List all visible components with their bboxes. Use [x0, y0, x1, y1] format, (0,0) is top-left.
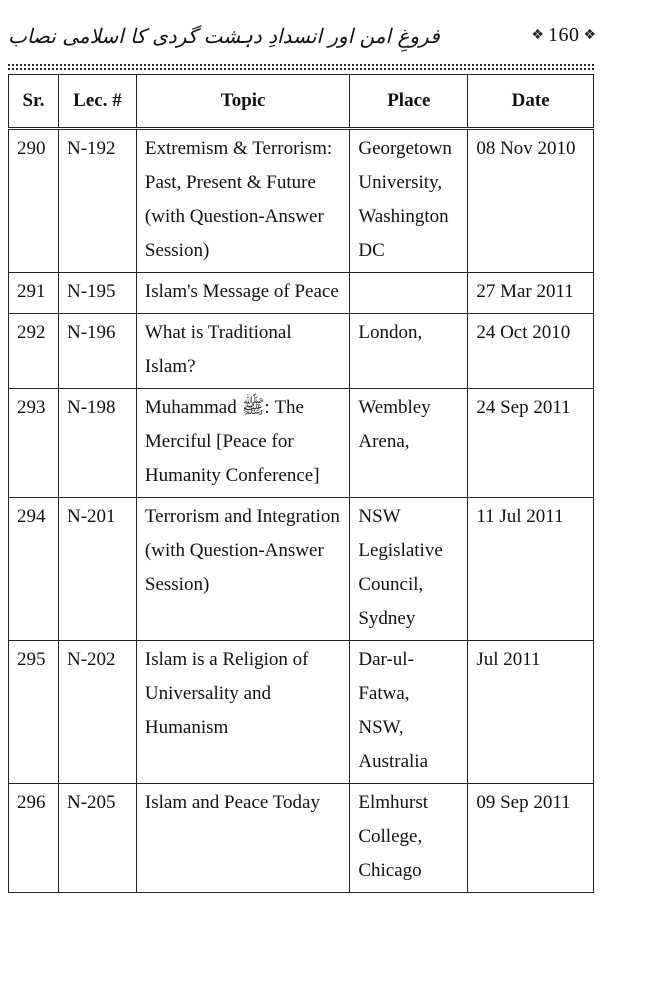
page-number-block — [531, 24, 596, 47]
table-row — [9, 314, 594, 389]
ornament-left-icon: ❖ — [531, 28, 544, 43]
cell-date: 24 Oct 2010 — [468, 314, 594, 389]
page-number: 160 — [547, 24, 580, 46]
column-header-place: Place — [350, 75, 468, 129]
cell-place — [350, 273, 468, 314]
page-header — [6, 18, 596, 62]
cell-lecture-number: N-198 — [58, 389, 136, 498]
table-header-row — [9, 75, 594, 129]
cell-date: Jul 2011 — [468, 641, 594, 784]
column-header-lecture-number: Lec. # — [58, 75, 136, 129]
cell-topic: Extremism & Terrorism: Past, Present & Future (with Question-Answer Session) — [136, 129, 349, 273]
cell-date: 27 Mar 2011 — [468, 273, 594, 314]
column-header-topic: Topic — [136, 75, 349, 129]
cell-place: Georgetown University, Washington DC — [350, 129, 468, 273]
cell-sr: 290 — [9, 129, 59, 273]
cell-topic: Islam and Peace Today — [136, 784, 349, 893]
cell-date: 24 Sep 2011 — [468, 389, 594, 498]
cell-sr: 291 — [9, 273, 59, 314]
cell-topic: Muhammad ﷺ: The Merciful [Peace for Humanity Conference] — [136, 389, 349, 498]
cell-topic: What is Traditional Islam? — [136, 314, 349, 389]
cell-lecture-number: N-201 — [58, 498, 136, 641]
column-header-sr: Sr. — [9, 75, 59, 129]
cell-sr: 295 — [9, 641, 59, 784]
cell-date: 09 Sep 2011 — [468, 784, 594, 893]
cell-sr: 296 — [9, 784, 59, 893]
cell-lecture-number: N-195 — [58, 273, 136, 314]
table-row — [9, 273, 594, 314]
cell-lecture-number: N-196 — [58, 314, 136, 389]
book-title: فروغِ امن اور انسدادِ دہشت گردی کا اسلامی نصاب — [8, 24, 440, 48]
cell-sr: 292 — [9, 314, 59, 389]
header-divider-secondary — [8, 68, 594, 70]
lectures-table — [8, 74, 594, 893]
cell-lecture-number: N-205 — [58, 784, 136, 893]
ornament-right-icon: ❖ — [583, 28, 596, 43]
cell-sr: 293 — [9, 389, 59, 498]
cell-place: Wembley Arena, — [350, 389, 468, 498]
cell-sr: 294 — [9, 498, 59, 641]
cell-lecture-number: N-192 — [58, 129, 136, 273]
table-row — [9, 498, 594, 641]
cell-topic: Islam is a Religion of Universality and Humanism — [136, 641, 349, 784]
cell-topic: Terrorism and Integration (with Question-Answer Session) — [136, 498, 349, 641]
table-row — [9, 389, 594, 498]
column-header-date: Date — [468, 75, 594, 129]
cell-date: 08 Nov 2010 — [468, 129, 594, 273]
header-divider — [8, 64, 594, 66]
cell-date: 11 Jul 2011 — [468, 498, 594, 641]
cell-place: NSW Legislative Council, Sydney — [350, 498, 468, 641]
cell-place: Elmhurst College, Chicago — [350, 784, 468, 893]
cell-topic: Islam's Message of Peace — [136, 273, 349, 314]
cell-place: Dar-ul-Fatwa, NSW, Australia — [350, 641, 468, 784]
table-row — [9, 784, 594, 893]
table-row — [9, 129, 594, 273]
cell-lecture-number: N-202 — [58, 641, 136, 784]
cell-place: London, — [350, 314, 468, 389]
table-row — [9, 641, 594, 784]
